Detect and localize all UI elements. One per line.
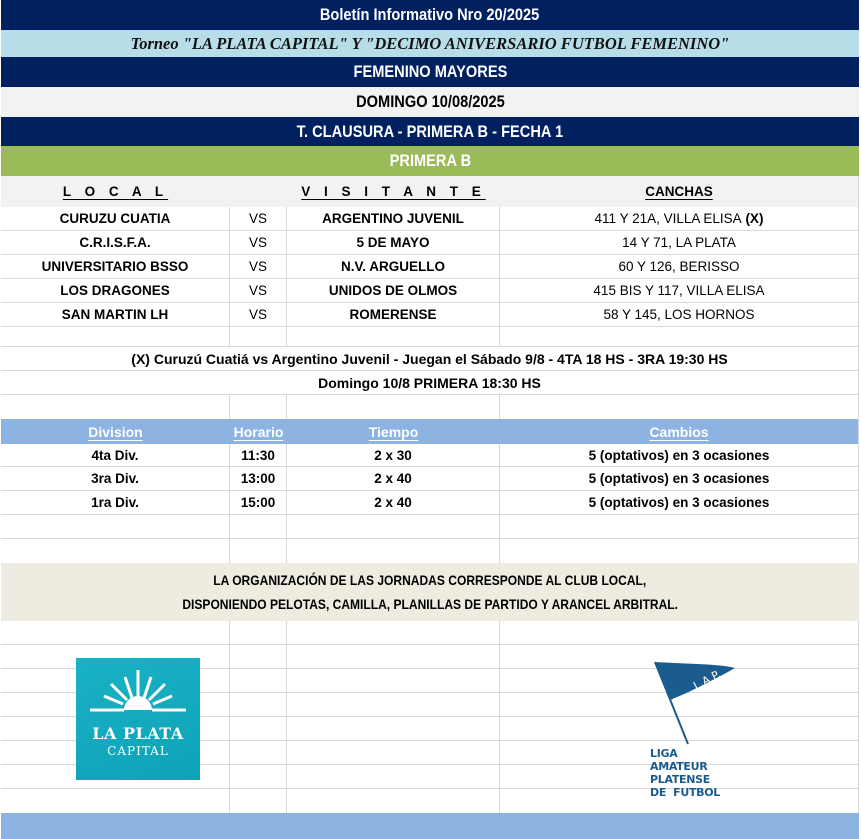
header-local-label: L O C A L <box>62 184 169 199</box>
blank-cell <box>230 645 287 668</box>
blank-row <box>1 395 858 419</box>
local-team: LOS DRAGONES <box>1 279 230 302</box>
match-row <box>1 303 858 327</box>
category-band <box>1 57 859 87</box>
divisions-header-row <box>1 419 858 444</box>
blank-cell <box>230 741 287 764</box>
header-visitante <box>287 176 500 207</box>
date-band <box>1 87 859 117</box>
visiting-team: UNIDOS DE OLMOS <box>287 279 500 302</box>
organization-note <box>1 563 859 621</box>
match-row <box>1 279 858 303</box>
organization-note-line-2: DISPONIENDO PELOTAS, CAMILLA, PLANILLAS DE PARTIDO Y ARANCEL ARBITRAL. <box>182 596 678 612</box>
division-row <box>1 491 858 515</box>
matches-grid <box>1 176 859 563</box>
blank-row <box>1 621 858 645</box>
liga-amateur-platense-logo <box>650 660 750 799</box>
flag-lap-text: L.A.P. <box>691 667 723 693</box>
division-duration: 2 x 40 <box>287 467 500 490</box>
blank-cell <box>230 669 287 692</box>
blank-cell <box>230 765 287 788</box>
local-team: CURUZU CUATIA <box>1 207 230 230</box>
blank-cell <box>287 645 500 668</box>
note-row <box>1 371 858 395</box>
blank-cell <box>230 789 287 813</box>
vs-label: VS <box>230 279 287 302</box>
local-team: UNIVERSITARIO BSSO <box>1 255 230 278</box>
blank-cell <box>230 327 287 346</box>
division-duration: 2 x 40 <box>287 491 500 514</box>
vs-label: VS <box>230 255 287 278</box>
blank-cell <box>287 741 500 764</box>
venue-address: 411 Y 21A, VILLA ELISA <box>594 211 742 226</box>
lap-text-line-2: AMATEUR <box>650 760 708 773</box>
blank-cell <box>230 395 287 419</box>
blank-cell <box>287 789 500 813</box>
bulletin-title: Boletín Informativo Nro 20/2025 <box>320 5 540 24</box>
venue-address: 60 Y 126, BERISSO <box>618 259 740 274</box>
blank-cell <box>287 693 500 716</box>
blank-cell <box>1 789 230 813</box>
division-time: 11:30 <box>230 444 287 466</box>
blank-cell <box>1 327 230 346</box>
vs-label: VS <box>230 231 287 254</box>
match-row <box>1 207 858 231</box>
blank-cell <box>287 395 500 419</box>
round-band <box>1 117 859 146</box>
division-name: 1ra Div. <box>1 491 230 514</box>
blank-cell <box>287 539 500 563</box>
schedule-note-2: Domingo 10/8 PRIMERA 18:30 HS <box>318 374 541 391</box>
venue-mark: (X) <box>745 211 764 226</box>
visiting-team: ROMERENSE <box>287 303 500 326</box>
match-row <box>1 231 858 255</box>
venue-address: 14 Y 71, LA PLATA <box>622 235 736 250</box>
lap-text-line-1: LIGA <box>650 747 678 760</box>
local-team: SAN MARTIN LH <box>1 303 230 326</box>
vs-label: VS <box>230 303 287 326</box>
division-row <box>1 467 858 491</box>
blank-cell <box>230 693 287 716</box>
logo-capital-text: CAPITAL <box>107 744 169 758</box>
blank-row <box>1 327 858 347</box>
organization-note-line-1: LA ORGANIZACIÓN DE LAS JORNADAS CORRESPONDE AL CLUB LOCAL, <box>213 572 647 588</box>
tournament-band <box>1 30 859 57</box>
header-canchas-label: CANCHAS <box>645 184 713 199</box>
division-band <box>1 146 859 176</box>
header-division: Division <box>88 423 143 440</box>
division-time: 15:00 <box>230 491 287 514</box>
match-date: DOMINGO 10/08/2025 <box>355 92 505 111</box>
blank-cell <box>287 669 500 692</box>
bulletin-title-band <box>1 0 859 30</box>
visiting-team: N.V. ARGUELLO <box>287 255 500 278</box>
note-row <box>1 347 858 371</box>
lap-text-line-3: PLATENSE <box>650 773 710 786</box>
tournament-title: Torneo "LA PLATA CAPITAL" Y "DECIMO ANIVERSARIO FUTBOL FEMENINO" <box>130 33 730 53</box>
division-substitutions: 5 (optativos) en 3 ocasiones <box>588 471 770 486</box>
blank-cell <box>287 621 500 644</box>
visiting-team: ARGENTINO JUVENIL <box>287 207 500 230</box>
blank-cell <box>1 621 230 644</box>
category-title: FEMENINO MAYORES <box>353 62 507 81</box>
division-row <box>1 444 858 467</box>
header-tiempo: Tiempo <box>368 423 419 440</box>
blank-cell <box>230 539 287 563</box>
venue <box>500 207 858 230</box>
blank-row <box>1 515 858 539</box>
blank-cell <box>1 515 230 538</box>
blank-cell <box>1 395 230 419</box>
division-duration: 2 x 30 <box>287 444 500 466</box>
local-team: C.R.I.S.F.A. <box>1 231 230 254</box>
matches-header-row <box>1 176 858 207</box>
header-cambios: Cambios <box>649 423 709 440</box>
header-canchas <box>500 176 858 207</box>
blank-cell <box>287 765 500 788</box>
header-visitante-label: V I S I T A N T E <box>301 184 486 199</box>
division-name: 3ra Div. <box>1 467 230 490</box>
division-time: 13:00 <box>230 467 287 490</box>
pennant-flag-icon <box>650 660 750 746</box>
header-local <box>1 176 230 207</box>
blank-cell <box>287 327 500 346</box>
venue-address: 58 Y 145, LOS HORNOS <box>603 307 755 322</box>
visiting-team: 5 DE MAYO <box>287 231 500 254</box>
la-plata-capital-logo <box>76 658 200 780</box>
division-name: 4ta Div. <box>1 444 230 466</box>
schedule-note-1: (X) Curuzú Cuatiá vs Argentino Juvenil - Juegan el Sábado 9/8 - 4TA 18 HS - 3RA 19:30 HS <box>131 350 728 367</box>
footer-band <box>1 813 859 839</box>
division-title: PRIMERA B <box>389 151 471 170</box>
blank-cell <box>287 515 500 538</box>
vs-label: VS <box>230 207 287 230</box>
blank-cell <box>287 717 500 740</box>
blank-cell <box>230 717 287 740</box>
match-row <box>1 255 858 279</box>
lap-text-line-4: DE FUTBOL <box>650 786 720 799</box>
blank-row <box>1 539 858 563</box>
round-title: T. CLAUSURA - PRIMERA B - FECHA 1 <box>296 121 564 141</box>
division-substitutions: 5 (optativos) en 3 ocasiones <box>588 447 770 463</box>
blank-cell <box>1 539 230 563</box>
logo-la-plata-text: LA PLATA <box>92 724 184 743</box>
blank-cell <box>230 515 287 538</box>
division-substitutions: 5 (optativos) en 3 ocasiones <box>588 495 770 510</box>
header-horario: Horario <box>233 423 284 440</box>
sun-rays-icon <box>76 658 200 720</box>
venue-address: 415 BIS Y 117, VILLA ELISA <box>593 283 765 298</box>
blank-cell <box>230 621 287 644</box>
